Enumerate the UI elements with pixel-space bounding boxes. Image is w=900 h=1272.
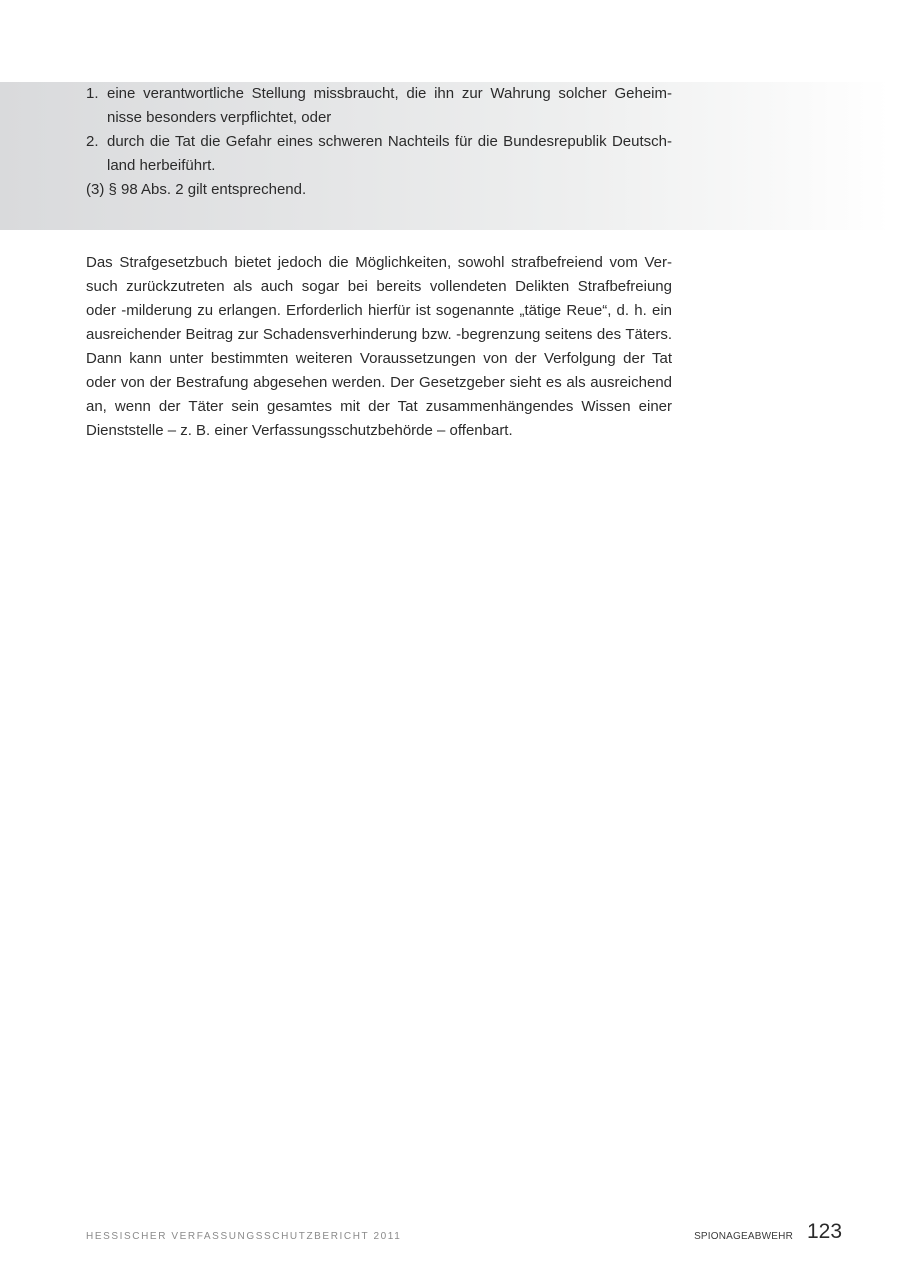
page-number: 123 (807, 1220, 843, 1243)
list-item-2-line-2: land herbeiführt. (107, 157, 216, 174)
body-line: an, wenn der Täter sein gesamtes mit der Tat zusammenhängendes Wissen einer (86, 398, 672, 415)
body-line: Das Strafgesetzbuch bietet jedoch die Möglichkeiten, sowohl strafbefreiend vom Ver- (86, 254, 672, 271)
footer-section-title: SPIONAGEABWEHR (694, 1231, 793, 1242)
footer-publication-title: HESSISCHER VERFASSUNGSSCHUTZBERICHT 2011 (86, 1231, 402, 1242)
body-line: Dann kann unter bestimmten weiteren Voraussetzungen von der Verfolgung der Tat (86, 350, 672, 367)
body-line: oder -milderung zu erlangen. Erforderlich hierfür ist sogenannte „tätige Reue“, d. h. ein (86, 302, 672, 319)
list-item-2-line-1: durch die Tat die Gefahr eines schweren Nachteils für die Bundesrepublik Deutsch- (107, 133, 672, 150)
list-item-1-line-1: eine verantwortliche Stellung missbraucht, die ihn zur Wahrung solcher Geheim- (107, 85, 672, 102)
body-line: Dienststelle – z. B. einer Verfassungsschutzbehörde – offenbart. (86, 422, 513, 439)
list-marker-2: 2. (86, 133, 99, 150)
list-marker-1: 1. (86, 85, 99, 102)
body-line: such zurückzutreten als auch sogar bei bereits vollendeten Delikten Strafbefreiung (86, 278, 672, 295)
list-item-1-line-2: nisse besonders verpflichtet, oder (107, 109, 332, 126)
body-line: ausreichender Beitrag zur Schadensverhinderung bzw. -begrenzung seitens des Täters. (86, 326, 672, 343)
body-line: oder von der Bestrafung abgesehen werden. Der Gesetzgeber sieht es als ausreichend (86, 374, 672, 391)
paragraph-3: (3) § 98 Abs. 2 gilt entsprechend. (86, 181, 307, 198)
